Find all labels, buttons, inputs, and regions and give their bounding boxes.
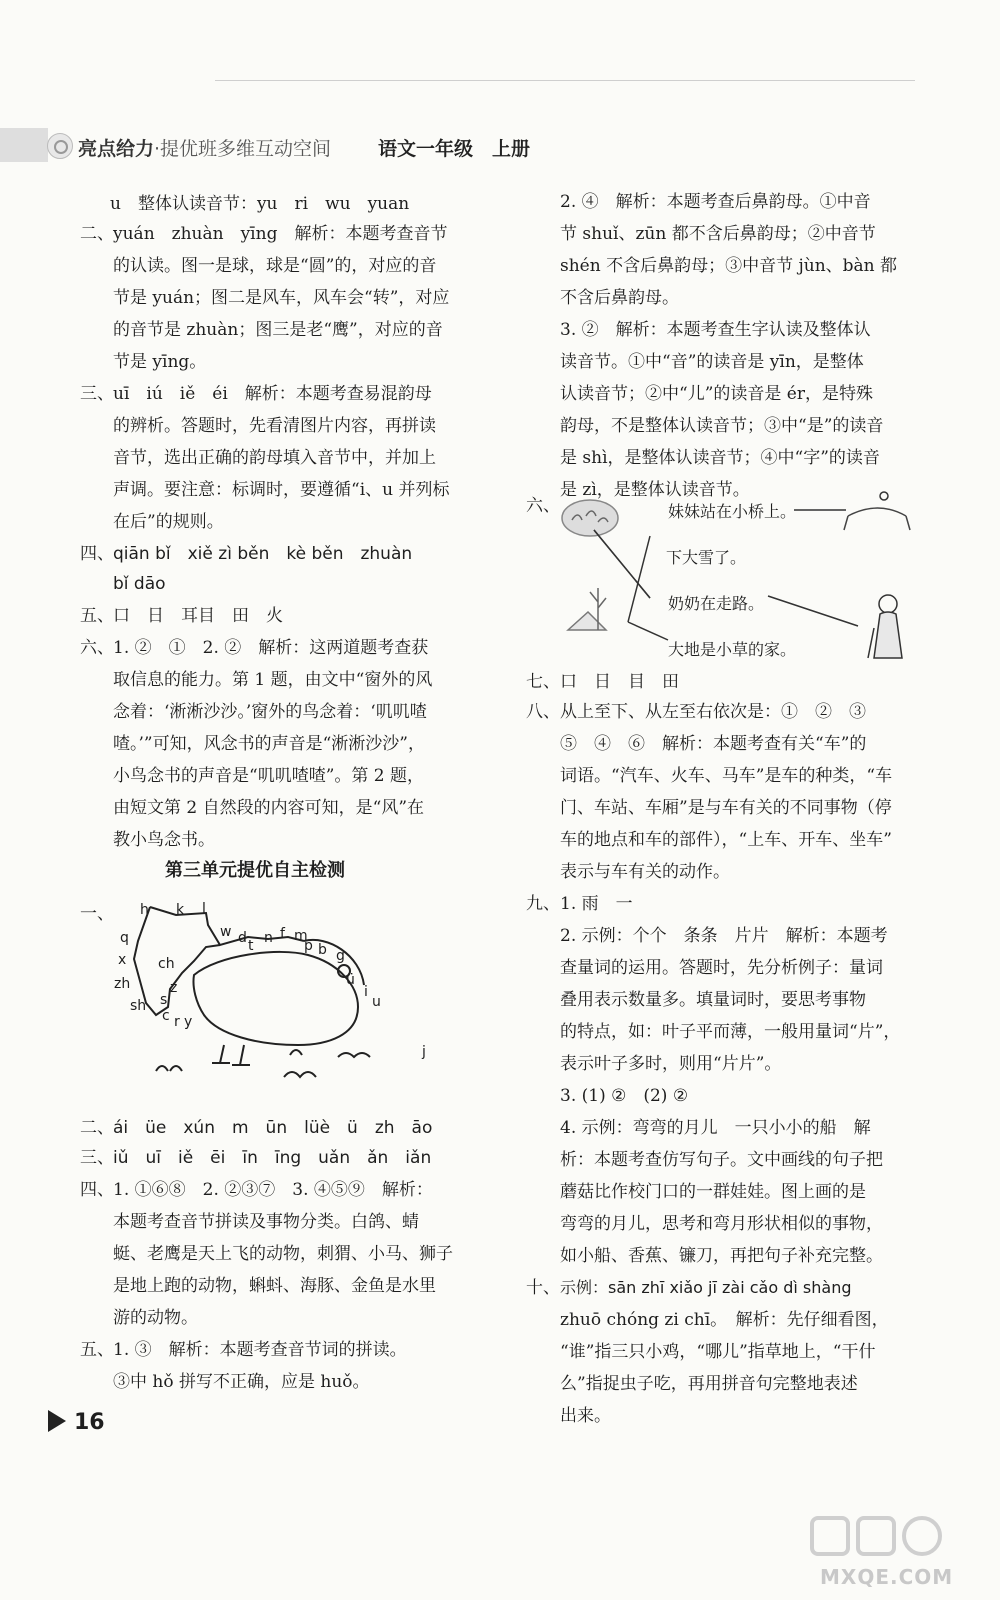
- answer-line: zhuō chóng zi chī。 解析：先仔细看图，: [560, 1310, 889, 1330]
- dot-letter: j: [422, 1044, 426, 1060]
- answer-line: 1. ② ① 2. ② 解析：这两道题考查获: [113, 638, 429, 658]
- question-number: 十、: [526, 1278, 560, 1298]
- answer-line: 的辨析。答题时，先看清图片内容，再拼读: [113, 416, 436, 436]
- question-number: 一、: [80, 904, 114, 924]
- dot-letter: i: [364, 984, 368, 1000]
- answer-line: ⑤ ④ ⑥ 解析：本题考查有关“车”的: [560, 734, 867, 754]
- answer-line: 叠用表示数量多。填量词时，要思考事物: [560, 990, 866, 1010]
- dot-letter: x: [118, 952, 127, 968]
- dot-letter: ch: [158, 956, 175, 972]
- dot-letter: w: [220, 924, 232, 940]
- question-number: 五、: [80, 606, 114, 626]
- answer-line: 音节，选出正确的韵母填入音节中，并加上: [113, 448, 436, 468]
- answer-line: 表示与车有关的动作。: [560, 862, 730, 882]
- dot-letter: d: [238, 930, 247, 946]
- question-number: 三、: [80, 384, 114, 404]
- answer-line: 口 日 耳目 田 火: [113, 606, 283, 626]
- question-number: 七、: [526, 672, 560, 692]
- answer-line: 认读音节；②中“儿”的读音是 ér，是特殊: [560, 384, 873, 404]
- dot-letter: f: [280, 926, 285, 942]
- question-number: 五、: [80, 1340, 114, 1360]
- question-number: 二、: [80, 224, 114, 244]
- brand-subtitle: ·提优班多维互动空间: [154, 138, 332, 160]
- question-number: 二、: [80, 1118, 114, 1138]
- dot-letter: s: [160, 992, 168, 1008]
- answer-line: ③中 hǒ 拼写不正确，应是 huǒ。: [113, 1372, 370, 1392]
- answer-line: bǐ dāo: [113, 574, 166, 594]
- dot-letter: y: [184, 1014, 193, 1030]
- answer-line: 蘑菇比作校门口的一群娃娃。图上画的是: [560, 1182, 866, 1202]
- answer-line: 小鸟念书的声音是“叽叽喳喳”。第 2 题，: [113, 766, 425, 786]
- answer-line: ái üe xún m ūn lüè ü zh āo: [113, 1118, 433, 1138]
- brand-name: 亮点给力: [78, 138, 155, 160]
- answer-line: 表示叶子多时，则用“片片”。: [560, 1054, 782, 1074]
- dot-letter: ü: [346, 972, 355, 988]
- answer-line: 3. (1) ② (2) ②: [560, 1086, 689, 1106]
- answer-line: yuán zhuàn yīng 解析：本题考查音节: [113, 224, 448, 244]
- answer-line: 是 zì，是整体认读音节。: [560, 480, 750, 500]
- answer-line: qiān bǐ xiě zì běn kè běn zhuàn: [113, 544, 413, 564]
- dot-letter: c: [162, 1008, 170, 1024]
- answer-line: 门、车站、车厢”是与车有关的不同事物（停: [560, 798, 892, 818]
- answer-line: 出来。: [560, 1406, 611, 1426]
- answer-line: 的音节是 zhuàn；图三是老“鹰”，对应的音: [113, 320, 443, 340]
- answer-line: 韵母，不是整体认读音节；③中“是”的读音: [560, 416, 884, 436]
- answer-line: 读音节。①中“音”的读音是 yīn，是整体: [560, 352, 864, 372]
- dot-letter: k: [176, 902, 185, 918]
- dot-letter: r: [174, 1014, 180, 1030]
- book-title: 语文一年级 上册: [378, 138, 531, 160]
- answer-line: 2. ④ 解析：本题考查后鼻韵母。①中音: [560, 192, 871, 212]
- dot-letter: n: [264, 930, 273, 946]
- header-band: [0, 128, 48, 162]
- page-header: [0, 128, 1000, 164]
- dot-letter: q: [120, 930, 129, 946]
- answer-line: 1. 雨 一: [560, 894, 633, 914]
- match-sentence: 妹妹站在小桥上。: [668, 502, 797, 521]
- answer-site-logo: [808, 1512, 948, 1562]
- brand: [78, 134, 331, 161]
- question-number: 四、: [80, 544, 114, 564]
- answer-line: 么”指捉虫子吃，再用拼音句完整地表述: [560, 1374, 858, 1394]
- answer-line: 3. ② 解析：本题考查生字认读及整体认: [560, 320, 871, 340]
- header-rule: [215, 80, 915, 81]
- answer-line: 的认读。图一是球，球是“圆”的，对应的音: [113, 256, 437, 276]
- answer-line: 节是 yuán；图二是风车，风车会“转”，对应: [113, 288, 450, 308]
- answer-line: 从上至下、从左至右依次是：① ② ③: [560, 702, 866, 722]
- answer-line: 是 shì，是整体认读音节；④中“字”的读音: [560, 448, 880, 468]
- answer-line: 节是 yīng。: [113, 352, 207, 372]
- answer-line: 4. 示例：弯弯的月儿 一只小小的船 解: [560, 1118, 871, 1138]
- answer-line: 在后”的规则。: [113, 512, 224, 532]
- match-sentence: 大地是小草的家。: [668, 640, 797, 659]
- dot-letter: l: [202, 901, 206, 917]
- answer-line: iǔ uī iě ēi īn īng uǎn ǎn iǎn: [113, 1148, 432, 1168]
- answer-line: 由短文第 2 自然段的内容可知，是“风”在: [113, 798, 425, 818]
- answer-line: 节 shuǐ、zūn 都不含后鼻韵母；②中音节: [560, 224, 876, 244]
- answer-line: 1. ①⑥⑧ 2. ②③⑦ 3. ④⑤⑨ 解析：: [113, 1180, 433, 1200]
- answer-line: 的特点，如：叶子平而薄，一般用量词“片”，: [560, 1022, 901, 1042]
- answer-line: 本题考查音节拼读及事物分类。白鸽、蜻: [113, 1212, 419, 1232]
- answer-line: u 整体认读音节：yu ri wu yuan: [110, 194, 410, 214]
- answer-line: 念着：‘淅淅沙沙。’窗外的鸟念着：‘叽叽喳: [113, 702, 427, 722]
- question-number: 六、: [526, 496, 560, 516]
- answer-line: 弯弯的月儿，思考和弯月形状相似的事物，: [560, 1214, 883, 1234]
- dot-letter: t: [248, 938, 254, 954]
- answer-line: 车的地点和车的部件），“上车、开车、坐车”: [560, 830, 892, 850]
- dot-letter: b: [318, 942, 327, 958]
- answer-line: 词语。“汽车、火车、马车”是车的种类，“车: [560, 766, 893, 786]
- match-sentence: 奶奶在走路。: [668, 594, 765, 613]
- dot-letter: h: [140, 902, 149, 918]
- answer-line: 取信息的能力。第 1 题，由文中“窗外的风: [113, 670, 433, 690]
- answer-line: 是地上跑的动物，蝌蚪、海豚、金鱼是水里: [113, 1276, 436, 1296]
- answer-line: 示例：sān zhī xiǎo jī zài cǎo dì shàng: [560, 1278, 852, 1297]
- answer-line: “谁”指三只小鸡，“哪儿”指草地上，“干什: [560, 1342, 876, 1362]
- question-number: 六、: [80, 638, 114, 658]
- answer-line: 不含后鼻韵母。: [560, 288, 679, 308]
- question-number: 三、: [80, 1148, 114, 1168]
- answer-line: 喳。’”可知，风念书的声音是“淅淅沙沙”，: [113, 734, 425, 754]
- answer-line: 游的动物。: [113, 1308, 198, 1328]
- dot-letter: z: [170, 980, 178, 996]
- dot-letter: sh: [130, 998, 147, 1014]
- answer-line: 口 日 目 田: [560, 672, 679, 692]
- answer-line: 蜓、老鹰是天上飞的动物，刺猬、小马、狮子: [113, 1244, 453, 1264]
- dot-letter: m: [294, 928, 308, 944]
- phone-logo-icon: [47, 133, 73, 159]
- answer-line: 2. 示例：个个 条条 片片 解析：本题考: [560, 926, 888, 946]
- question-number: 八、: [526, 702, 560, 722]
- watermark-text: MXQE.COM: [820, 1565, 954, 1589]
- answer-line: 查量词的运用。答题时，先分析例子：量词: [560, 958, 883, 978]
- answer-line: 声调。要注意：标调时，要遵循“i、u 并列标: [113, 480, 450, 500]
- answer-line: 教小鸟念书。: [113, 830, 215, 850]
- dot-letter: g: [336, 948, 345, 964]
- match-sentence: 下大雪了。: [666, 548, 747, 567]
- answer-line: uī iú iě éi 解析：本题考查易混韵母: [113, 384, 432, 404]
- question-number: 九、: [526, 894, 560, 914]
- dot-to-dot-chicken-figure: [108, 895, 408, 1095]
- dot-letter: zh: [114, 976, 131, 992]
- page-number: 16: [48, 1410, 105, 1435]
- dot-letter: u: [372, 994, 381, 1010]
- section-title: 第三单元提优自主检测: [165, 860, 345, 881]
- dot-letter: p: [304, 938, 313, 954]
- answer-line: shén 不含后鼻韵母；③中音节 jùn、bàn 都: [560, 256, 898, 276]
- answer-line: 如小船、香蕉、镰刀，再把句子补充完整。: [560, 1246, 883, 1266]
- answer-line: 析：本题考查仿写句子。文中画线的句子把: [560, 1150, 883, 1170]
- question-number: 四、: [80, 1180, 114, 1200]
- answer-line: 1. ③ 解析：本题考查音节词的拼读。: [113, 1340, 407, 1360]
